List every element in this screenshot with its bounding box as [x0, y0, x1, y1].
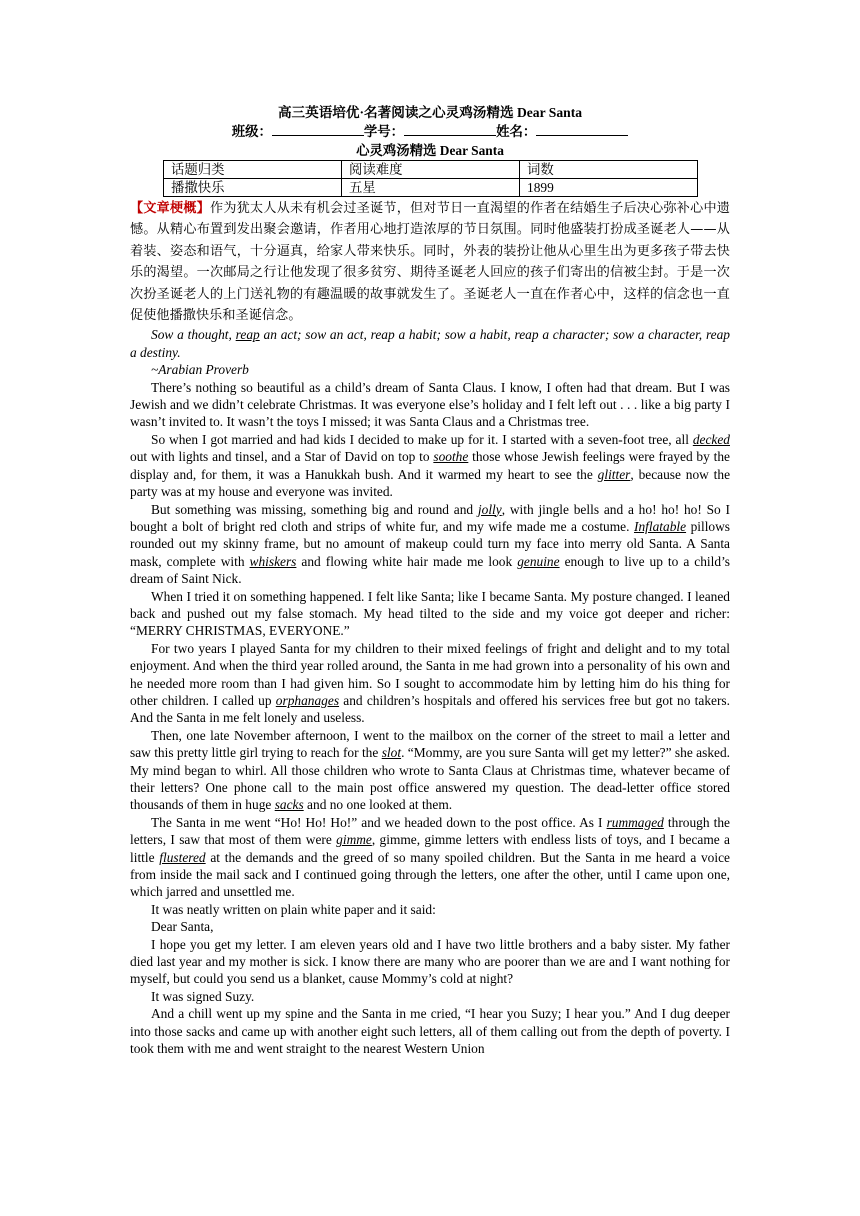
keyword: sacks — [274, 797, 304, 813]
keyword: genuine — [517, 553, 560, 569]
paragraph — [130, 501, 730, 588]
proverb-text: an act; sow an act, reap a habit; sow a habit, reap a character; sow a character, reap a destiny. — [130, 327, 730, 360]
table-cell: 1899 — [520, 179, 698, 197]
document-title: 高三英语培优·名著阅读之心灵鸡汤精选 Dear Santa — [277, 105, 583, 120]
table-cell: 阅读难度 — [342, 161, 520, 179]
proverb-source: ~Arabian Proverb — [151, 362, 249, 378]
text: enough to live up to a child’s dream of Saint Nick. — [130, 553, 730, 587]
paragraph: It was signed Suzy. — [151, 988, 255, 1004]
section-subtitle: 心灵鸡汤精选 Dear Santa — [356, 143, 504, 158]
document-page — [130, 104, 730, 1058]
text: For two years I played Santa for my children to their mixed feelings of fright and delight and to my total enjoyment. And when the third year rolled around, the Santa in me had grown into a personality of his own and he needed more room than I had given him. So I sought to accommodate him by letting him do his thing for other children. I called up — [130, 640, 730, 708]
keyword: decked — [692, 431, 730, 447]
keyword: reap — [235, 327, 260, 343]
text: , with jingle bells and a ho! ho! ho! So I bought a bolt of bright red cloth and strips of white fur, and my wife made me a costume. — [130, 501, 730, 534]
table-cell: 话题归类 — [164, 161, 342, 179]
text: So when I got married and had kids I decided to make up for it. I started with a seven-foot tree, all — [151, 431, 693, 447]
keyword: rummaged — [606, 814, 664, 830]
student-info-line — [130, 122, 730, 142]
paragraph: It was neatly written on plain white paper and it said: — [151, 901, 436, 917]
name-label: 姓名： — [496, 124, 537, 139]
paragraph — [130, 727, 730, 814]
proverb-text: Sow a thought, — [151, 327, 236, 343]
paragraph: There’s nothing so beautiful as a child’s dream of Santa Claus. I know, I often had that dream. But I was Jewish and we didn’t celebrate Christmas. It was everyone else’s holiday and I felt left out . . . like a big party I wasn’t invited to. It wasn’t the toys I missed; it was Santa Claus and a Christmas tree. — [130, 379, 730, 430]
paragraph: When I tried it on something happened. I felt like Santa; like I became Santa. My posture changed. I leaned back and pushed out my false stomach. My head tilted to the side and my voice got deeper and richer: “MERRY CHRISTMAS, EVERYONE.” — [130, 588, 730, 639]
text: and children’s hospitals and offered his services free but got no takers. And the Santa in me felt lonely and useless. — [130, 692, 730, 726]
text: and no one looked at them. — [303, 797, 453, 813]
student-no-blank[interactable] — [404, 122, 496, 136]
table-cell: 播撒快乐 — [164, 179, 342, 197]
text: those whose Jewish feelings were frayed by the display and, for them, it was a Hanukkah bush. And it warmed my heart to see the — [130, 449, 730, 482]
text: , gimme, gimme letters with endless lists of toys, and I became a little — [130, 832, 730, 865]
letter-salutation: Dear Santa, — [151, 919, 214, 935]
class-label: 班级： — [231, 124, 272, 139]
article-summary — [130, 198, 730, 326]
info-table-header-row — [164, 161, 698, 179]
text: at the demands and the greed of so many spoiled children. But the Santa in me heard a voice from inside the mail sack and I continued going through the letters, one after the other, until I came upon one, which jarred and unsettled me. — [130, 849, 730, 900]
text: But something was missing, something big and round and — [151, 501, 478, 517]
table-cell: 词数 — [520, 161, 698, 179]
text: The Santa in me went “Ho! Ho! Ho!” and we headed down to the post office. As I — [151, 814, 607, 830]
letter-body: I hope you get my letter. I am eleven years old and I have two little brothers and a baby sister. My father died last year and my mother is sick. I know there are many who are poorer than we are and I want nothing for myself, but could you send us a blanket, cause Mommy’s cold at night? — [130, 936, 730, 987]
info-table-value-row — [164, 179, 698, 197]
text: and flowing white hair made me look — [296, 553, 518, 569]
text: out with lights and tinsel, and a Star of David on top to — [130, 449, 434, 465]
summary-text: 作为犹太人从未有机会过圣诞节，但对节日一直渴望的作者在结婚生子后决心弥补心中遗憾。从精心布置到发出聚会邀请，作者用心地打造浓厚的节日氛围。同时他盛装打扮成圣诞老人——从着装、姿态和语气，十分逼真，给家人带来快乐。同时，外表的装扮让他从心里生出为更多孩子带去快乐的渴望。一次邮局之行让他发现了很多贫穷、期待圣诞老人回应的孩子们寄出的信被尘封。于是一次次扮圣诞老人的上门送礼物的有趣温暖的故事就发生了。圣诞老人一直在作者心中，这样的信念也一直促使他播撒快乐和圣诞信念。 — [130, 201, 730, 324]
proverb — [130, 326, 730, 361]
keyword: soothe — [433, 449, 469, 465]
info-table — [163, 160, 698, 197]
keyword: whiskers — [249, 553, 297, 569]
class-blank[interactable] — [272, 122, 364, 136]
text: pillows rounded out my skinny frame, but no amount of makeup could turn my face into merry old Santa. A Santa mask, complete with — [130, 518, 731, 569]
text: . “Mommy, are you sure Santa will get my letter?” she asked. My mind began to whirl. All those children who wrote to Santa Claus at Christmas time, whatever became of their letters? One phone call to the main post office answered my question. The dead-letter office stored thousands of them in huge — [130, 745, 730, 813]
paragraph — [130, 431, 730, 501]
name-blank[interactable] — [536, 122, 628, 136]
summary-tag: 【文章梗概】 — [130, 201, 211, 216]
text: Then, one late November afternoon, I went to the mailbox on the corner of the street to mail a letter and saw this pretty little girl trying to reach for the — [130, 727, 730, 761]
keyword: glitter — [597, 466, 631, 482]
text: , because now the party was at my house and everyone was invited. — [130, 466, 731, 500]
student-no-label: 学号： — [363, 124, 405, 139]
keyword: slot — [381, 745, 402, 761]
table-cell: 五星 — [342, 179, 520, 197]
keyword: gimme — [336, 832, 372, 848]
keyword: jolly — [477, 501, 502, 517]
text: through the letters, I saw that most of them were — [130, 814, 730, 848]
paragraph — [130, 640, 730, 727]
keyword: orphanages — [275, 692, 340, 708]
keyword: flustered — [159, 849, 206, 865]
paragraph — [130, 814, 730, 901]
paragraph: And a chill went up my spine and the Santa in me cried, “I hear you Suzy; I hear you.” And I dug deeper into those sacks and came up with another eight such letters, all of them calling out from the depth of poverty. I took them with me and went straight to the nearest Western Union — [130, 1006, 730, 1057]
keyword: Inflatable — [633, 518, 687, 534]
